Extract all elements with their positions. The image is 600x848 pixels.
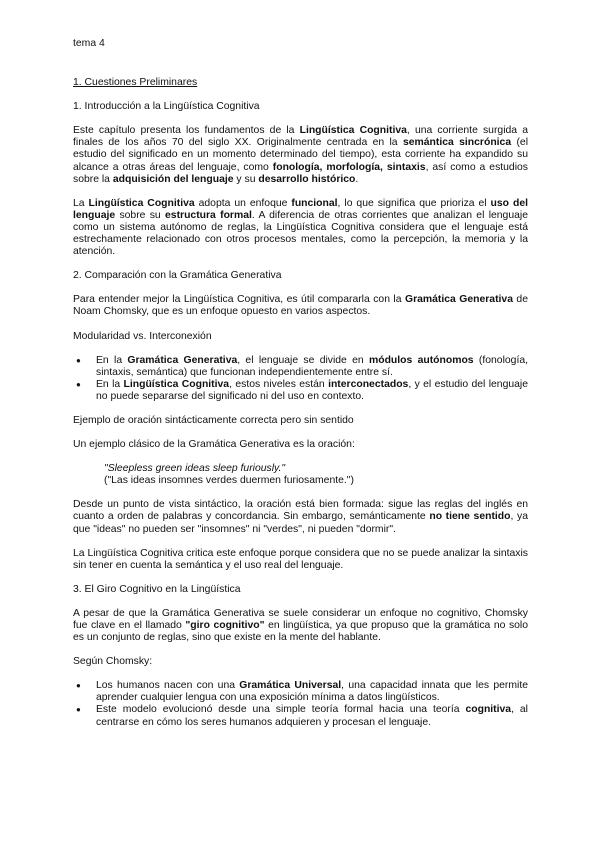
cognitive-turn-paragraph: A pesar de que la Gramática Generativa se suele considerar un enfoque no cognitivo, Chomsky fue clave en el llamado "giro cognitivo" en lingüística, ya que propuso que la gramática no solo es un conjunto de reglas, sino que existe en la mente del hablante. xyxy=(73,607,529,644)
section-1-title-text: 1. Cuestiones Preliminares xyxy=(73,77,198,89)
quote-spanish: ("Las ideas insomnes verdes duermen furiosamente.") xyxy=(104,475,354,487)
list-item: ● En la Lingüística Cognitiva, estos niveles están interconectados, y el estudio del lenguaje no puede separarse del significado ni del uso en contexto. xyxy=(73,379,528,403)
list-item: ● Los humanos nacen con una Gramática Universal, una capacidad innata que les permite aprender cualquier lengua con una exposición mínima a datos lingüísticos. xyxy=(73,680,528,704)
section-1-title xyxy=(73,77,528,89)
list-item: ● Este modelo evolucionó desde una simple teoría formal hacia una teoría cognitiva, al centrarse en cómo los seres humanos adquieren y procesan el lenguaje. xyxy=(73,704,528,728)
example-quote xyxy=(73,463,528,487)
modularity-subtitle: Modularidad vs. Interconexión xyxy=(73,330,212,342)
comparison-paragraph: Para entender mejor la Lingüística Cognitiva, es útil compararla con la Gramática Generativa de Noam Chomsky, que es un enfoque opuesto en varios aspectos. xyxy=(73,294,528,318)
chomsky-intro: Según Chomsky: xyxy=(73,656,153,668)
critique-paragraph: La Lingüística Cognitiva critica este enfoque porque considera que no se puede analizar la sintaxis sin tener en cuenta la semántica y el uso real del lenguaje. xyxy=(73,547,528,571)
quote-english: "Sleepless green ideas sleep furiously." xyxy=(104,463,286,475)
section-3-title: 3. El Giro Cognitivo en la Lingüística xyxy=(73,583,241,595)
intro-paragraph-1: Este capítulo presenta los fundamentos de la Lingüística Cognitiva, una corriente surgida a finales de los años 70 del siglo XX. Originalmente centrada en la semántica sincrónica (el estudio del significado en un momento determinado del tiempo), esta corriente ha expandido su alcance a otras áreas del lenguaje, como fonología, morfología, sintaxis, así como a estudios sobre la adquisición del lenguaje y su desarrollo histórico. xyxy=(73,125,529,185)
example-intro: Un ejemplo clásico de la Gramática Generativa es la oración: xyxy=(73,439,355,451)
chomsky-list xyxy=(73,680,528,728)
modularity-list xyxy=(73,355,528,403)
example-subtitle: Ejemplo de oración sintácticamente correcta pero sin sentido xyxy=(73,414,354,426)
section-1-1-title: 1. Introducción a la Lingüística Cognitiva xyxy=(73,101,260,113)
intro-paragraph-2: La Lingüística Cognitiva adopta un enfoque funcional, lo que significa que prioriza el uso del lenguaje sobre su estructura formal. A diferencia de otras corrientes que analizan el lenguaje como un sistema autónomo de reglas, la Lingüística Cognitiva considera que el lenguaje está estrechamente relacionado con otros procesos mentales, como la percepción, la memoria y la atención. xyxy=(73,197,528,258)
list-item: ● En la Gramática Generativa, el lenguaje se divide en módulos autónomos (fonología, sintaxis, semántica) que funcionan independientemente entre sí. xyxy=(73,355,528,379)
header-label: tema 4 xyxy=(73,38,105,49)
syntax-paragraph: Desde un punto de vista sintáctico, la oración está bien formada: sigue las reglas del inglés en cuanto a orden de palabras y concordancia. Sin embargo, semánticamente no tiene sentido, ya que "ideas" no pueden ser "insomnes" ni "verdes", ni pueden "dormir". xyxy=(73,499,529,535)
document-page xyxy=(73,38,528,729)
section-2-title: 2. Comparación con la Gramática Generativa xyxy=(73,270,282,282)
